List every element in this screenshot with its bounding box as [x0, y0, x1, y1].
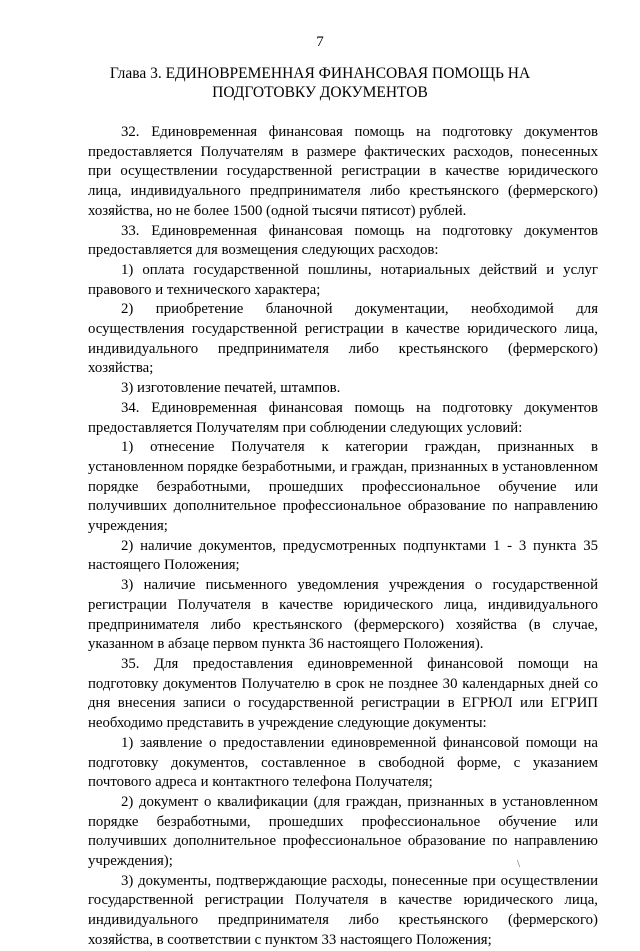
- chapter-title: [0, 64, 640, 102]
- page-number: 7: [316, 34, 324, 50]
- paragraph-34: 34. Единовременная финансовая помощь на подготовку документов предоставляется Получателям при соблюдении следующих условий:: [88, 399, 598, 436]
- paragraph-33: 33. Единовременная финансовая помощь на подготовку документов предоставляется для возмещения следующих расходов:: [88, 222, 598, 259]
- paragraph-34-item-3: 3) наличие письменного уведомления учреждения о государственной регистрации Получателя в качестве юридического лица, индивидуального предпринимателя либо крестьянского (фермерского) хозяйства (в случае, указанном в абзаце первом пункта 36 настоящего Положения).: [88, 577, 598, 653]
- chapter-title-line-2: ПОДГОТОВКУ ДОКУМЕНТОВ: [212, 84, 428, 101]
- chapter-title-line-1: Глава 3. ЕДИНОВРЕМЕННАЯ ФИНАНСОВАЯ ПОМОЩЬ НА: [109, 65, 531, 82]
- paragraph-35: 35. Для предоставления единовременной финансовой помощи на подготовку документов Получателю в срок не позднее 30 календарных дней со дня внесения записи о государственной регистрации в ЕГРЮЛ или ЕГРИП необходимо представить в учреждение следующие документы:: [88, 655, 598, 732]
- paragraph-33-item-3: 3) изготовление печатей, штампов.: [121, 380, 341, 397]
- paragraph-34-item-2: 2) наличие документов, предусмотренных подпунктами 1 - 3 пункта 35 настоящего Положения;: [88, 537, 598, 574]
- paragraph-32: 32. Единовременная финансовая помощь на подготовку документов предоставляется Получателям в размере фактических расходов, понесенных при осуществлении государственной регистрации в качестве юридического лица, индивидуального предпринимателя либо крестьянского (фермерского) хозяйства, но не более 1500 (одной тысячи пятисот) рублей.: [88, 124, 598, 219]
- scan-speck: \: [517, 858, 521, 870]
- paragraph-33-item-1: 1) оплата государственной пошлины, нотариальных действий и услуг правового и технического характера;: [88, 261, 598, 298]
- paragraph-35-item-3: 3) документы, подтверждающие расходы, понесенные при осуществлении государственной регистрации Получателя в качестве юридического лица, индивидуального предпринимателя либо крестьянского (фермерского) хозяйства, в соответствии с пунктом 33 настоящего Положения;: [88, 872, 598, 948]
- document-body: [88, 123, 598, 951]
- paragraph-33-item-2: 2) приобретение бланочной документации, необходимой для осуществления государственной регистрации в качестве юридического лица, индивидуального предпринимателя либо крестьянского (фермерского) хозяйства;: [88, 301, 598, 377]
- paragraph-35-item-2: 2) документ о квалификации (для граждан, признанных в установленном порядке безработными, прошедших профессиональное обучение или получивших дополнительное профессиональное образование по направлению учреждения);: [88, 793, 598, 870]
- paragraph-35-item-1: 1) заявление о предоставлении единовременной финансовой помощи на подготовку документов, составленное в свободной форме, с указанием почтового адреса и контактного телефона Получателя;: [88, 734, 598, 791]
- paragraph-34-item-1: 1) отнесение Получателя к категории граждан, признанных в установленном порядке безработными, и граждан, признанных в установленном порядке безработными, прошедших профессиональное обучение или получивших дополнительное профессиональное образование по направлению учреждения;: [88, 439, 598, 535]
